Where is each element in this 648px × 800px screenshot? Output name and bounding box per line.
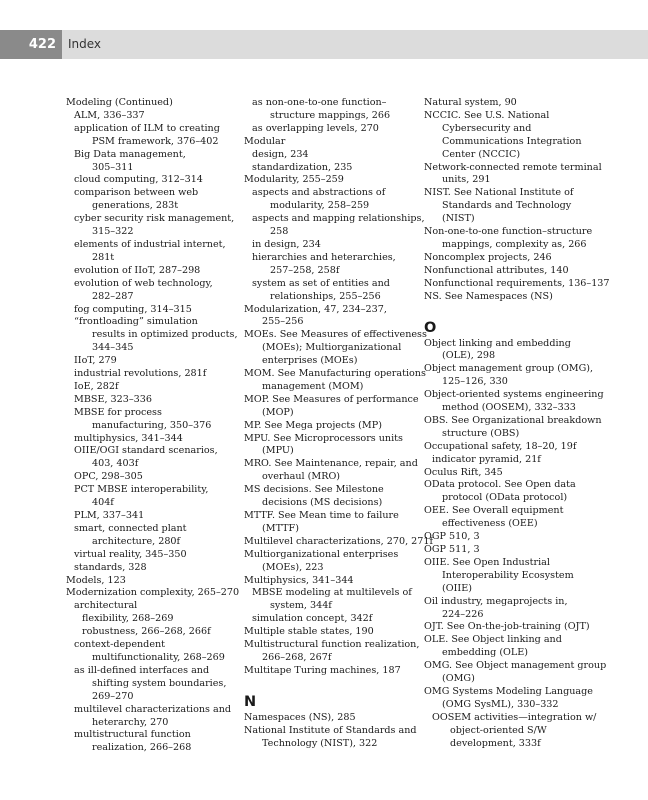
index-entry-continuation: results in optimized products, xyxy=(92,329,238,341)
index-entry xyxy=(66,213,234,239)
index-entry-term: Nonfunctional attributes, 140 xyxy=(424,264,569,276)
index-entry xyxy=(66,407,234,433)
index-entry xyxy=(66,368,234,381)
index-entry-term: comparison between web xyxy=(74,187,199,199)
index-entry-continuation: multifunctionality, 268–269 xyxy=(92,651,225,663)
index-entry xyxy=(244,174,414,187)
index-entry xyxy=(244,136,414,149)
index-entry xyxy=(66,665,234,704)
index-entry xyxy=(244,393,419,420)
index-entry-continuation: 255–256 xyxy=(262,316,304,328)
index-entry xyxy=(66,729,234,755)
index-entry-continuation: generations, 283t xyxy=(92,200,179,212)
index-entry xyxy=(66,381,234,394)
index-entry-continuation: PSM framework, 376–402 xyxy=(92,135,219,147)
index-entry-continuation: (MTTF) xyxy=(262,522,299,534)
index-entry-continuation: (OMG) xyxy=(442,673,475,685)
index-entry xyxy=(244,639,420,665)
index-entry-term: evolution of IIoT, 287–298 xyxy=(74,264,201,276)
index-entry-term: OData protocol. See Open data xyxy=(424,479,576,491)
index-entry xyxy=(66,394,234,407)
index-entry xyxy=(244,575,414,588)
index-entry-term: as overlapping levels, 270 xyxy=(252,122,379,134)
index-entry xyxy=(66,174,234,187)
index-entry-term: OMG. See Object management group xyxy=(424,660,607,672)
index-letter-heading: O xyxy=(424,319,437,336)
index-entry-continuation: Standards and Technology xyxy=(442,200,572,212)
index-entry xyxy=(66,704,234,730)
index-entry-continuation: 269–270 xyxy=(92,690,134,702)
index-entry-term: flexibility, 268–269 xyxy=(82,613,174,625)
index-entry-term: PLM, 337–341 xyxy=(74,510,145,521)
index-entry-continuation: decisions (MS decisions) xyxy=(262,497,383,509)
index-entry-continuation: architecture, 280f xyxy=(92,535,181,547)
index-entry-continuation: 282–287 xyxy=(92,290,134,302)
index-entry xyxy=(424,621,594,634)
index-entry-term: OMG Systems Modeling Language xyxy=(424,685,593,697)
index-entry xyxy=(66,587,240,600)
index-entry-term: Modular xyxy=(244,135,286,147)
index-entry-term: NIST. See National Institute of xyxy=(424,187,574,199)
index-entry-continuation: object-oriented S/W xyxy=(450,724,547,736)
index-entry-term: Oil industry, megaprojects in, xyxy=(424,595,568,607)
index-entry-term: Modernization complexity, 265–270 xyxy=(66,587,240,599)
index-entry-term: standardization, 235 xyxy=(252,161,353,173)
index-entry xyxy=(244,613,414,626)
index-entry-term: MBSE modeling at multilevels of xyxy=(252,587,412,599)
index-entry-term: National Institute of Standards and xyxy=(244,724,417,736)
index-entry-continuation: (MOEs); Multiorganizational xyxy=(262,342,402,354)
index-entry xyxy=(66,471,234,484)
index-entry xyxy=(244,484,414,510)
index-entry-term: Noncomplex projects, 246 xyxy=(424,251,552,263)
index-entry-term: OIIE/OGI standard scenarios, xyxy=(74,445,218,457)
index-entry xyxy=(66,110,234,123)
index-entry-term: MBSE for process xyxy=(74,406,162,418)
index-entry xyxy=(244,712,414,725)
index-entry-term: “frontloading” simulation xyxy=(74,316,198,328)
index-entry-continuation: development, 333f xyxy=(450,737,541,749)
index-entry xyxy=(244,97,414,123)
index-entry-term: Object management group (OMG), xyxy=(424,363,594,375)
index-entry-term: Multiple stable states, 190 xyxy=(244,626,374,638)
index-entry-term: multilevel characterizations and xyxy=(74,703,232,715)
index-entry xyxy=(244,665,414,678)
index-entry-term: OPC, 298–305 xyxy=(74,471,143,483)
index-entry xyxy=(244,239,414,252)
index-entry-term: OBS. See Organizational breakdown xyxy=(424,414,602,426)
index-entry xyxy=(66,510,234,523)
index-entry-term: Modularity, 255–259 xyxy=(244,174,344,186)
page-number: 422 xyxy=(0,30,62,59)
index-entry xyxy=(66,316,238,355)
index-entry xyxy=(424,291,594,304)
index-entry-term: smart, connected plant xyxy=(74,522,187,534)
index-entry xyxy=(66,97,234,110)
index-entry-term: cyber security risk management, xyxy=(74,213,235,225)
index-entry xyxy=(424,414,602,441)
index-entry-continuation: (MOEs), 223 xyxy=(262,561,324,573)
index-entry-term: Big Data management, xyxy=(74,148,186,160)
index-entry xyxy=(244,162,414,175)
index-entry-continuation: 224–226 xyxy=(442,608,484,620)
index-entry-continuation: 266–268, 267f xyxy=(262,651,332,663)
index-entry-term: elements of industrial internet, xyxy=(74,238,226,250)
section-gap xyxy=(424,304,594,319)
index-entry-continuation: Interoperability Ecosystem xyxy=(442,569,574,581)
index-entry-term: ALM, 336–337 xyxy=(74,109,145,121)
index-column-1 xyxy=(66,97,240,755)
index-entry-term: Multiorganizational enterprises xyxy=(244,548,399,560)
index-entry xyxy=(66,187,234,213)
index-entry-term: MP. See Mega projects (MP) xyxy=(244,419,382,431)
index-entry-continuation: Cybersecurity and xyxy=(442,122,532,134)
index-entry xyxy=(424,97,594,110)
index-entry-continuation: realization, 266–268 xyxy=(92,742,192,754)
index-entry xyxy=(244,187,414,213)
index-entry-term: Network-connected remote terminal xyxy=(424,161,602,173)
index-entry-term: in design, 234 xyxy=(252,238,321,250)
index-entry xyxy=(424,531,594,544)
index-entry-term: virtual reality, 345–350 xyxy=(74,548,187,560)
index-entry xyxy=(424,505,594,531)
index-entry-term: simulation concept, 342f xyxy=(252,613,373,625)
index-entry xyxy=(424,686,594,712)
index-entry-term: aspects and mapping relationships, xyxy=(252,213,425,225)
index-entry-continuation: 257–258, 258f xyxy=(270,264,340,276)
index-entry xyxy=(244,149,414,162)
index-entry-continuation: (NIST) xyxy=(442,213,475,225)
index-entry xyxy=(66,549,234,562)
index-entry-continuation: (OIIE) xyxy=(442,582,472,594)
index-entry-term: Models, 123 xyxy=(66,574,126,586)
index-entry-continuation: Communications Integration xyxy=(442,135,582,147)
index-entry-continuation: (OMG SysML), 330–332 xyxy=(442,698,559,710)
index-entry-term: hierarchies and heterarchies, xyxy=(252,251,396,263)
index-entry xyxy=(66,523,234,549)
index-entry-term: OEE. See Overall equipment xyxy=(424,505,564,517)
index-entry xyxy=(66,613,234,626)
index-entry-term: as ill-defined interfaces and xyxy=(74,664,210,676)
index-column-3 xyxy=(424,97,610,751)
index-entry xyxy=(244,433,414,459)
index-entry-term: evolution of web technology, xyxy=(74,277,213,289)
index-entry-continuation: method (OOSEM), 332–333 xyxy=(442,402,576,414)
index-entry xyxy=(244,535,434,549)
index-entry-continuation: effectiveness (OEE) xyxy=(442,518,538,530)
index-entry-term: Multistructural function realization, xyxy=(244,639,420,651)
index-entry xyxy=(244,549,414,575)
index-entry-continuation: enterprises (MOEs) xyxy=(262,355,358,367)
index-entry xyxy=(244,278,414,304)
index-entry xyxy=(66,149,234,175)
section-gap xyxy=(244,678,414,693)
index-entry-term: OGP 510, 3 xyxy=(424,531,480,543)
index-entry xyxy=(424,110,594,162)
index-entry-continuation: overhaul (MRO) xyxy=(262,471,341,483)
page-header xyxy=(0,30,648,59)
index-entry xyxy=(244,626,414,639)
index-entry-continuation: system, 344f xyxy=(270,600,332,612)
section-title: Index xyxy=(68,37,102,51)
index-entry-term: OGP 511, 3 xyxy=(424,544,480,555)
index-entry xyxy=(244,420,414,433)
index-entry-continuation: 404f xyxy=(92,497,114,509)
index-entry-continuation: (MPU) xyxy=(262,445,294,457)
index-entry-continuation: structure (OBS) xyxy=(442,427,520,439)
index-entry-continuation: 305–311 xyxy=(92,161,134,173)
index-entry xyxy=(424,544,594,557)
index-entry xyxy=(424,596,594,622)
index-entry-term: IoE, 282f xyxy=(74,380,119,392)
index-entry xyxy=(424,479,594,505)
index-entry-term: standards, 328 xyxy=(74,561,147,573)
index-entry-continuation: manufacturing, 350–376 xyxy=(92,419,212,431)
index-entry xyxy=(424,226,594,252)
index-entry-continuation: relationships, 255–256 xyxy=(270,290,381,302)
index-entry xyxy=(424,660,607,686)
index-entry xyxy=(424,363,594,389)
index-entry-continuation: structure mappings, 266 xyxy=(270,109,391,121)
index-entry-term: MOEs. See Measures of effectiveness xyxy=(244,329,427,341)
index-entry-continuation: Center (NCCIC) xyxy=(442,148,521,160)
index-entry-term: Natural system, 90 xyxy=(424,97,517,108)
index-entry-term: design, 234 xyxy=(252,148,309,160)
index-entry-term: OOSEM activities—integration w/ xyxy=(432,711,597,723)
index-entry xyxy=(424,338,594,364)
index-entry-term: Multiphysics, 341–344 xyxy=(244,574,354,586)
index-entry xyxy=(244,213,425,239)
index-entry-term: fog computing, 314–315 xyxy=(74,303,192,315)
index-entry xyxy=(66,304,234,317)
index-entry-term: Multilevel characterizations, 270, 271f xyxy=(244,535,434,547)
index-entry xyxy=(66,575,234,588)
index-entry-continuation: (MOP) xyxy=(262,406,294,418)
index-entry-continuation: heterarchy, 270 xyxy=(92,716,169,728)
index-entry-term: application of ILM to creating xyxy=(74,122,220,134)
index-entry-term: OLE. See Object linking and xyxy=(424,634,562,646)
index-entry-term: MTTF. See Mean time to failure xyxy=(244,510,399,521)
index-entry-term: robustness, 266–268, 266f xyxy=(82,626,211,638)
index-entry xyxy=(424,265,594,278)
index-entry-term: MOM. See Manufacturing operations xyxy=(244,368,426,380)
index-entry-continuation: 403, 403f xyxy=(92,458,139,470)
index-entry-term: Object linking and embedding xyxy=(424,337,571,349)
index-entry xyxy=(424,634,594,660)
index-entry-term: indicator pyramid, 21f xyxy=(432,453,541,465)
index-entry xyxy=(424,711,597,751)
index-entry xyxy=(66,278,234,304)
index-entry-continuation: management (MOM) xyxy=(262,380,364,392)
index-entry-term: NS. See Namespaces (NS) xyxy=(424,290,553,302)
index-entry xyxy=(244,510,414,536)
index-entry xyxy=(66,123,234,149)
index-entry-term: Occupational safety, 18–20, 19f xyxy=(424,440,577,452)
index-entry-term: aspects and abstractions of xyxy=(252,187,386,199)
index-column-2 xyxy=(244,97,434,751)
index-entry-term: IIoT, 279 xyxy=(74,355,117,367)
index-entry-continuation: (OLE), 298 xyxy=(442,350,496,362)
index-entry xyxy=(66,445,234,471)
index-entry-term: as non-one-to-one function– xyxy=(252,97,387,108)
index-entry-continuation: 258 xyxy=(270,226,289,238)
index-entry-term: Modeling (Continued) xyxy=(66,97,173,108)
index-entry xyxy=(244,587,414,613)
index-entry-term: Oculus Rift, 345 xyxy=(424,466,503,478)
index-entry xyxy=(424,252,594,265)
index-entry xyxy=(66,626,234,639)
index-entry-continuation: 344–345 xyxy=(92,342,134,354)
index-entry xyxy=(66,562,234,575)
index-entry-continuation: protocol (OData protocol) xyxy=(442,492,568,504)
index-entry-term: Object-oriented systems engineering xyxy=(424,389,604,401)
index-entry xyxy=(66,239,234,265)
index-entry-continuation: Technology (NIST), 322 xyxy=(262,737,378,749)
index-entry xyxy=(66,265,234,278)
index-entry xyxy=(244,329,427,368)
index-entry-continuation: 315–322 xyxy=(92,226,134,238)
index-entry-term: Non-one-to-one function–structure xyxy=(424,226,593,238)
index-entry-continuation: mappings, complexity as, 266 xyxy=(442,238,587,250)
index-entry-term: architectural xyxy=(74,600,138,612)
index-entry xyxy=(244,724,417,751)
index-letter-heading: N xyxy=(244,693,257,710)
index-entry-term: MOP. See Measures of performance xyxy=(244,393,419,405)
index-entry xyxy=(66,639,234,665)
index-entry-term: multiphysics, 341–344 xyxy=(74,432,183,444)
index-entry xyxy=(424,389,604,415)
index-entry-term: industrial revolutions, 281f xyxy=(74,368,207,380)
index-entry xyxy=(424,277,610,291)
index-entry-continuation: shifting system boundaries, xyxy=(92,677,227,689)
index-entry xyxy=(244,458,418,484)
index-entry xyxy=(244,368,426,394)
index-entry xyxy=(66,600,234,613)
index-entry-term: context-dependent xyxy=(74,639,166,651)
index-entry-term: MPU. See Microprocessors units xyxy=(244,432,403,444)
index-entry-term: MRO. See Maintenance, repair, and xyxy=(244,458,418,470)
index-entry xyxy=(66,484,234,510)
index-entry-continuation: 125–126, 330 xyxy=(442,376,508,388)
index-entry-continuation: embedding (OLE) xyxy=(442,647,529,659)
index-entry xyxy=(424,187,594,226)
index-entry-term: OIIE. See Open Industrial xyxy=(424,556,550,568)
index-entry-term: PCT MBSE interoperability, xyxy=(74,484,209,496)
index-entry-term: OJT. See On-the-job-training (OJT) xyxy=(424,621,590,633)
index-entry-continuation: 281t xyxy=(92,251,115,263)
index-entry xyxy=(424,161,602,188)
index-entry-term: cloud computing, 312–314 xyxy=(74,174,203,186)
index-entry xyxy=(66,433,234,446)
index-entry-continuation: modularity, 258–259 xyxy=(270,200,370,212)
index-entry xyxy=(424,441,594,454)
index-entry-term: MBSE, 323–336 xyxy=(74,393,152,405)
index-entry-term: Modularization, 47, 234–237, xyxy=(244,303,387,315)
index-entry-term: MS decisions. See Milestone xyxy=(244,484,384,496)
index-entry-term: Multitape Turing machines, 187 xyxy=(244,664,401,676)
index-entry-term: multistructural function xyxy=(74,729,191,741)
index-entry xyxy=(66,355,234,368)
index-entry-term: Namespaces (NS), 285 xyxy=(244,711,356,723)
index-entry xyxy=(244,123,414,136)
index-entry xyxy=(244,304,414,330)
index-entry xyxy=(424,557,594,596)
index-entry xyxy=(424,454,594,467)
index-entry-term: Nonfunctional requirements, 136–137 xyxy=(424,277,610,289)
index-entry-continuation: units, 291 xyxy=(442,174,491,186)
index-entry-term: NCCIC. See U.S. National xyxy=(424,109,550,121)
index-entry xyxy=(244,252,414,278)
index-entry xyxy=(424,467,594,480)
index-entry-term: system as set of entities and xyxy=(252,277,390,289)
